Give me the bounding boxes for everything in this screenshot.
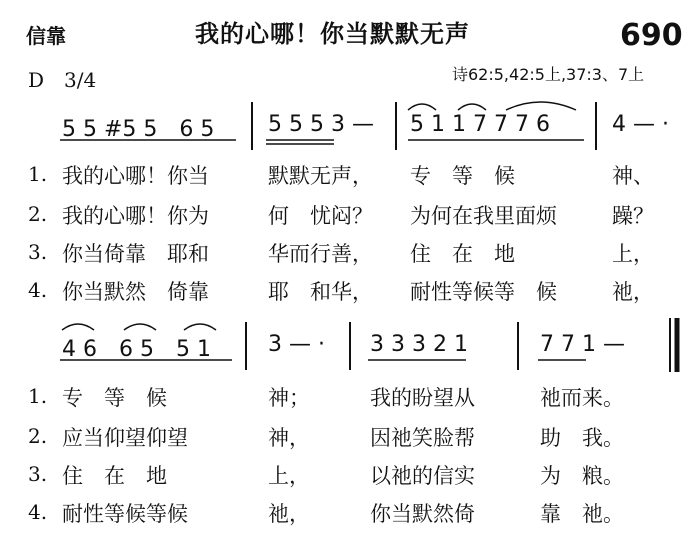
key-signature: D 3/4: [28, 68, 97, 92]
notes-s1-m4: 4 — ·: [612, 112, 669, 137]
lyric-segment: 华而行善，: [268, 242, 373, 266]
lyric-segment: 你当默然 倚靠: [62, 280, 209, 304]
lyric-segment: 助 我。: [540, 426, 624, 450]
hymn-title: 我的心哪！你当默默无声: [195, 20, 470, 48]
lyric-segment: 为何在我里面烦: [410, 204, 557, 228]
lyric-segment: 为 粮。: [540, 464, 624, 488]
lyric-segment: 耶 和华，: [268, 280, 373, 304]
lyric-segment: 默默无声，: [268, 164, 373, 188]
slur: [506, 102, 576, 110]
lyric-segment: 专 等 候: [410, 164, 515, 188]
lyric-segment: 上，: [268, 464, 310, 488]
lyric-segment: 以祂的信实: [370, 464, 475, 488]
lyric-segment: 住 在 地: [410, 242, 515, 266]
verse-number: 2.: [28, 202, 48, 226]
verse-number: 1.: [28, 384, 48, 408]
lyric-segment: 我的盼望从: [370, 386, 475, 410]
lyric-segment: 祂，: [612, 280, 654, 304]
lyric-segment: 你当倚靠 耶和: [62, 242, 209, 266]
verse-number: 4.: [28, 500, 48, 524]
lyric-segment: 耐性等候等 候: [410, 280, 557, 304]
lyric-segment: 耐性等候等候: [62, 502, 188, 526]
lyric-segment: 因祂笑脸帮: [370, 426, 475, 450]
lyric-segment: 神，: [268, 426, 310, 450]
lyric-segment: 祂，: [268, 502, 310, 526]
lyric-segment: 住 在 地: [62, 464, 167, 488]
notes-s1-m2: 5 5 5 3 —: [268, 112, 374, 137]
lyric-segment: 躁？: [612, 204, 654, 228]
notes-s1-m3: 5 1 1 7 7 7 6: [410, 112, 550, 137]
slur: [408, 104, 436, 110]
notes-s2-m4: 7 7 1 —: [540, 332, 625, 357]
lyric-segment: 我的心哪！你为: [62, 204, 209, 228]
lyric-segment: 应当仰望仰望: [62, 426, 188, 450]
slur: [62, 324, 94, 330]
scripture-reference: 诗62:5,42:5上,37:3、7上: [452, 65, 645, 84]
verse-number: 3.: [28, 240, 48, 264]
verse-number: 3.: [28, 462, 48, 486]
lyric-segment: 何 忧闷？: [268, 204, 373, 228]
hymn-number: 690: [620, 18, 683, 53]
hymn-category: 信靠: [26, 24, 66, 48]
slur: [458, 104, 486, 110]
lyric-segment: 祂而来。: [540, 386, 624, 410]
notes-s2-m1: 4 6 6 5 5 1: [62, 337, 211, 362]
lyric-segment: 神；: [268, 386, 310, 410]
lyric-segment: 神、: [612, 164, 654, 188]
lyric-segment: 我的心哪！你当: [62, 164, 209, 188]
lyric-segment: 专 等 候: [62, 386, 167, 410]
lyric-segment: 靠 祂。: [540, 502, 624, 526]
slur: [124, 324, 156, 330]
slur: [184, 324, 216, 330]
notes-s1-m1: 5 5 #5 5 6 5: [62, 117, 215, 142]
lyric-segment: 上，: [612, 242, 654, 266]
lyric-segment: 你当默然倚: [370, 502, 475, 526]
notes-s2-m2: 3 — ·: [268, 332, 325, 357]
verse-number: 4.: [28, 278, 48, 302]
verse-number: 1.: [28, 162, 48, 186]
verse-number: 2.: [28, 424, 48, 448]
notes-s2-m3: 3 3 3 2 1: [370, 332, 468, 357]
